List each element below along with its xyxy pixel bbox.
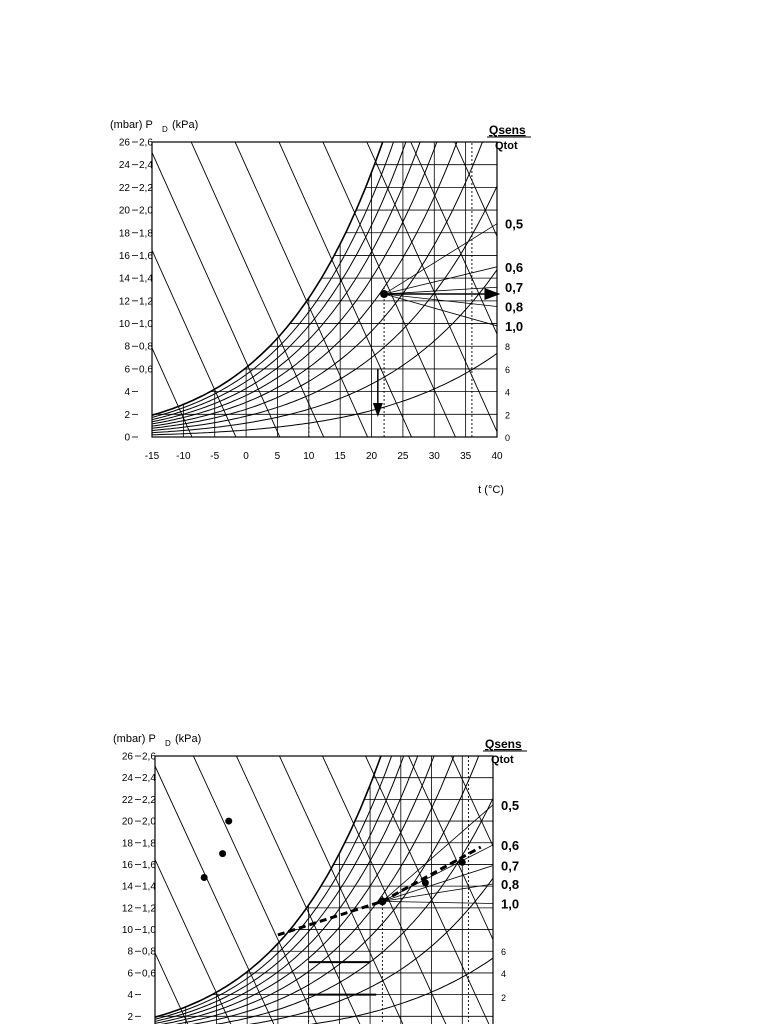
x-axis-label: t (°C): [478, 484, 504, 496]
y-tick-mbar: 20: [118, 205, 130, 217]
right-scale-tick: 0: [505, 433, 511, 443]
enthalpy-line: [83, 100, 246, 460]
y-tick-kpa: 1,8: [142, 838, 156, 850]
ratio-label: 0,5: [501, 797, 520, 813]
x-tick-label: 0: [243, 451, 249, 462]
right-scale-tick: 6: [505, 364, 511, 375]
right-scale-tick: 6: [501, 947, 507, 958]
rh-curve-60: [152, 100, 497, 424]
x-tick-label: 40: [491, 451, 503, 462]
y-tick-mbar: 14: [118, 273, 130, 285]
enthalpy-line: [303, 100, 466, 460]
data-point: [379, 898, 386, 905]
y-tick-mbar: 6: [127, 968, 133, 980]
x-tick-label: -10: [176, 451, 191, 462]
y-tick-mbar: 22: [118, 182, 130, 194]
ratio-label: 0,6: [501, 837, 520, 853]
rh-curve-90: [152, 100, 497, 417]
y-tick-kpa: 2,2: [139, 182, 153, 194]
y-header: (mbar) P: [110, 119, 153, 131]
y-tick-mbar: 22: [121, 794, 133, 806]
psychrometric-chart-1: [0, 100, 768, 520]
ratio-label: 1,0: [505, 318, 524, 334]
y-tick-mbar: 26: [121, 751, 133, 763]
y-tick-mbar: 6: [124, 364, 130, 376]
rh-curve-40: [155, 720, 493, 1024]
y-tick-kpa: 1,6: [142, 859, 156, 871]
x-tick-label: 35: [460, 451, 472, 462]
ratio-label: 0,8: [501, 876, 520, 892]
y-tick-kpa: 2,0: [142, 816, 156, 828]
y-tick-kpa: 1,6: [139, 250, 153, 262]
ratio-fan-line-1: [384, 267, 497, 294]
enthalpy-line: [216, 720, 376, 1024]
chart-2-svg: [0, 720, 768, 1024]
y-tick-mbar: 14: [121, 881, 133, 893]
rh-curve-70: [152, 100, 497, 422]
rh-curve-70: [155, 720, 493, 1023]
y-tick-mbar: 8: [127, 946, 133, 958]
rh-curve-30: [155, 798, 493, 1024]
ratio-header-bottom: Qtot: [491, 754, 514, 766]
enthalpy-line: [302, 720, 462, 1024]
right-scale-tick: 2: [501, 992, 507, 1003]
y-tick-mbar: 8: [124, 341, 130, 353]
y-tick-mbar: 26: [118, 137, 130, 149]
y-tick-kpa: 1,8: [139, 228, 153, 240]
rh-curve-50: [152, 100, 497, 426]
ratio-label: 0,7: [505, 280, 524, 296]
right-scale-tick: 8: [505, 342, 511, 353]
y-tick-mbar: 10: [118, 319, 130, 331]
psychrometric-chart-2: [0, 720, 768, 1024]
y-header-sub: D: [165, 739, 171, 748]
y-tick-kpa: 2,2: [142, 794, 156, 806]
y-header-sub: D: [162, 125, 168, 134]
y-tick-kpa: 1,4: [139, 273, 153, 285]
y-tick-kpa: 1,4: [142, 881, 156, 893]
y-tick-kpa: 2,4: [139, 160, 153, 172]
ratio-label: 1,0: [501, 896, 520, 912]
y-tick-mbar: 12: [121, 903, 133, 915]
ratio-header-bottom: Qtot: [495, 140, 518, 152]
right-scale-tick: 4: [501, 968, 507, 979]
y-tick-kpa: 1,2: [139, 296, 153, 308]
y-tick-mbar: 4: [124, 387, 130, 399]
rh-curve-30: [152, 186, 497, 430]
y-tick-kpa: 1,2: [142, 903, 156, 915]
ratio-label: 0,5: [505, 216, 524, 232]
y-tick-kpa: 0,6: [142, 968, 156, 980]
arrow-right-head: [484, 288, 500, 300]
ratio-fan-line-4: [384, 294, 497, 326]
y-tick-mbar: 10: [121, 925, 133, 937]
y-header-unit: (kPa): [175, 733, 202, 745]
ratio-label: 0,7: [501, 858, 520, 874]
y-tick-mbar: 24: [118, 160, 130, 172]
enthalpy-line: [173, 720, 333, 1024]
rh-curve-40: [152, 103, 497, 429]
enthalpy-line: [87, 720, 247, 1024]
right-scale-tick: 2: [505, 410, 511, 421]
y-tick-kpa: 0,8: [139, 341, 153, 353]
data-point: [422, 879, 429, 886]
y-tick-kpa: 0,8: [142, 946, 156, 958]
ratio-header-top: Qsens: [489, 123, 526, 137]
plot-frame: [155, 756, 493, 1024]
x-tick-label: 10: [303, 451, 315, 462]
right-scale-tick: 4: [505, 387, 511, 398]
y-tick-kpa: 2,6: [142, 751, 156, 763]
y-tick-mbar: 2: [124, 409, 130, 421]
legend-point: [225, 818, 232, 825]
y-tick-mbar: 16: [118, 250, 130, 262]
y-tick-mbar: 24: [121, 773, 133, 785]
rh-curve-60: [155, 720, 493, 1024]
legend-point: [219, 850, 226, 857]
x-tick-label: 25: [397, 451, 409, 462]
y-header-unit: (kPa): [172, 119, 199, 131]
enthalpy-line: [215, 100, 378, 460]
y-tick-mbar: 0: [124, 432, 130, 444]
y-tick-mbar: 20: [121, 816, 133, 828]
x-tick-label: 5: [274, 451, 281, 462]
y-tick-mbar: 16: [121, 859, 133, 871]
y-tick-mbar: 4: [127, 990, 133, 1002]
enthalpy-line: [171, 100, 334, 460]
y-tick-mbar: 18: [118, 228, 130, 240]
data-point: [459, 859, 466, 866]
rh-curve-100: [152, 100, 497, 415]
chart-1-svg: [0, 100, 768, 520]
y-tick-kpa: 1,0: [142, 925, 156, 937]
x-tick-label: 20: [365, 451, 378, 462]
y-tick-kpa: 2,4: [142, 773, 156, 785]
y-tick-kpa: 1,0: [139, 319, 153, 331]
enthalpy-line: [478, 100, 641, 460]
y-tick-mbar: 18: [121, 838, 133, 850]
y-tick-mbar: 12: [118, 296, 130, 308]
ratio-header-top: Qsens: [485, 737, 522, 751]
x-tick-label: -5: [210, 451, 220, 462]
y-tick-kpa: 2,0: [139, 205, 153, 217]
ratio-fan-line-2: [382, 866, 493, 902]
x-tick-label: 15: [334, 451, 346, 462]
enthalpy-line: [346, 720, 506, 1024]
ratio-label: 0,6: [505, 259, 524, 275]
enthalpy-line: [44, 720, 204, 1024]
x-tick-label: -15: [144, 451, 160, 462]
rh-curve-50: [155, 720, 493, 1024]
legend-point: [201, 874, 208, 881]
y-tick-mbar: 2: [127, 1011, 133, 1023]
y-tick-kpa: 0,6: [139, 364, 153, 376]
y-header: (mbar) P: [113, 733, 156, 745]
x-tick-label: 30: [428, 451, 440, 462]
y-tick-kpa: 2,6: [139, 137, 153, 149]
ratio-label: 0,8: [505, 299, 524, 315]
